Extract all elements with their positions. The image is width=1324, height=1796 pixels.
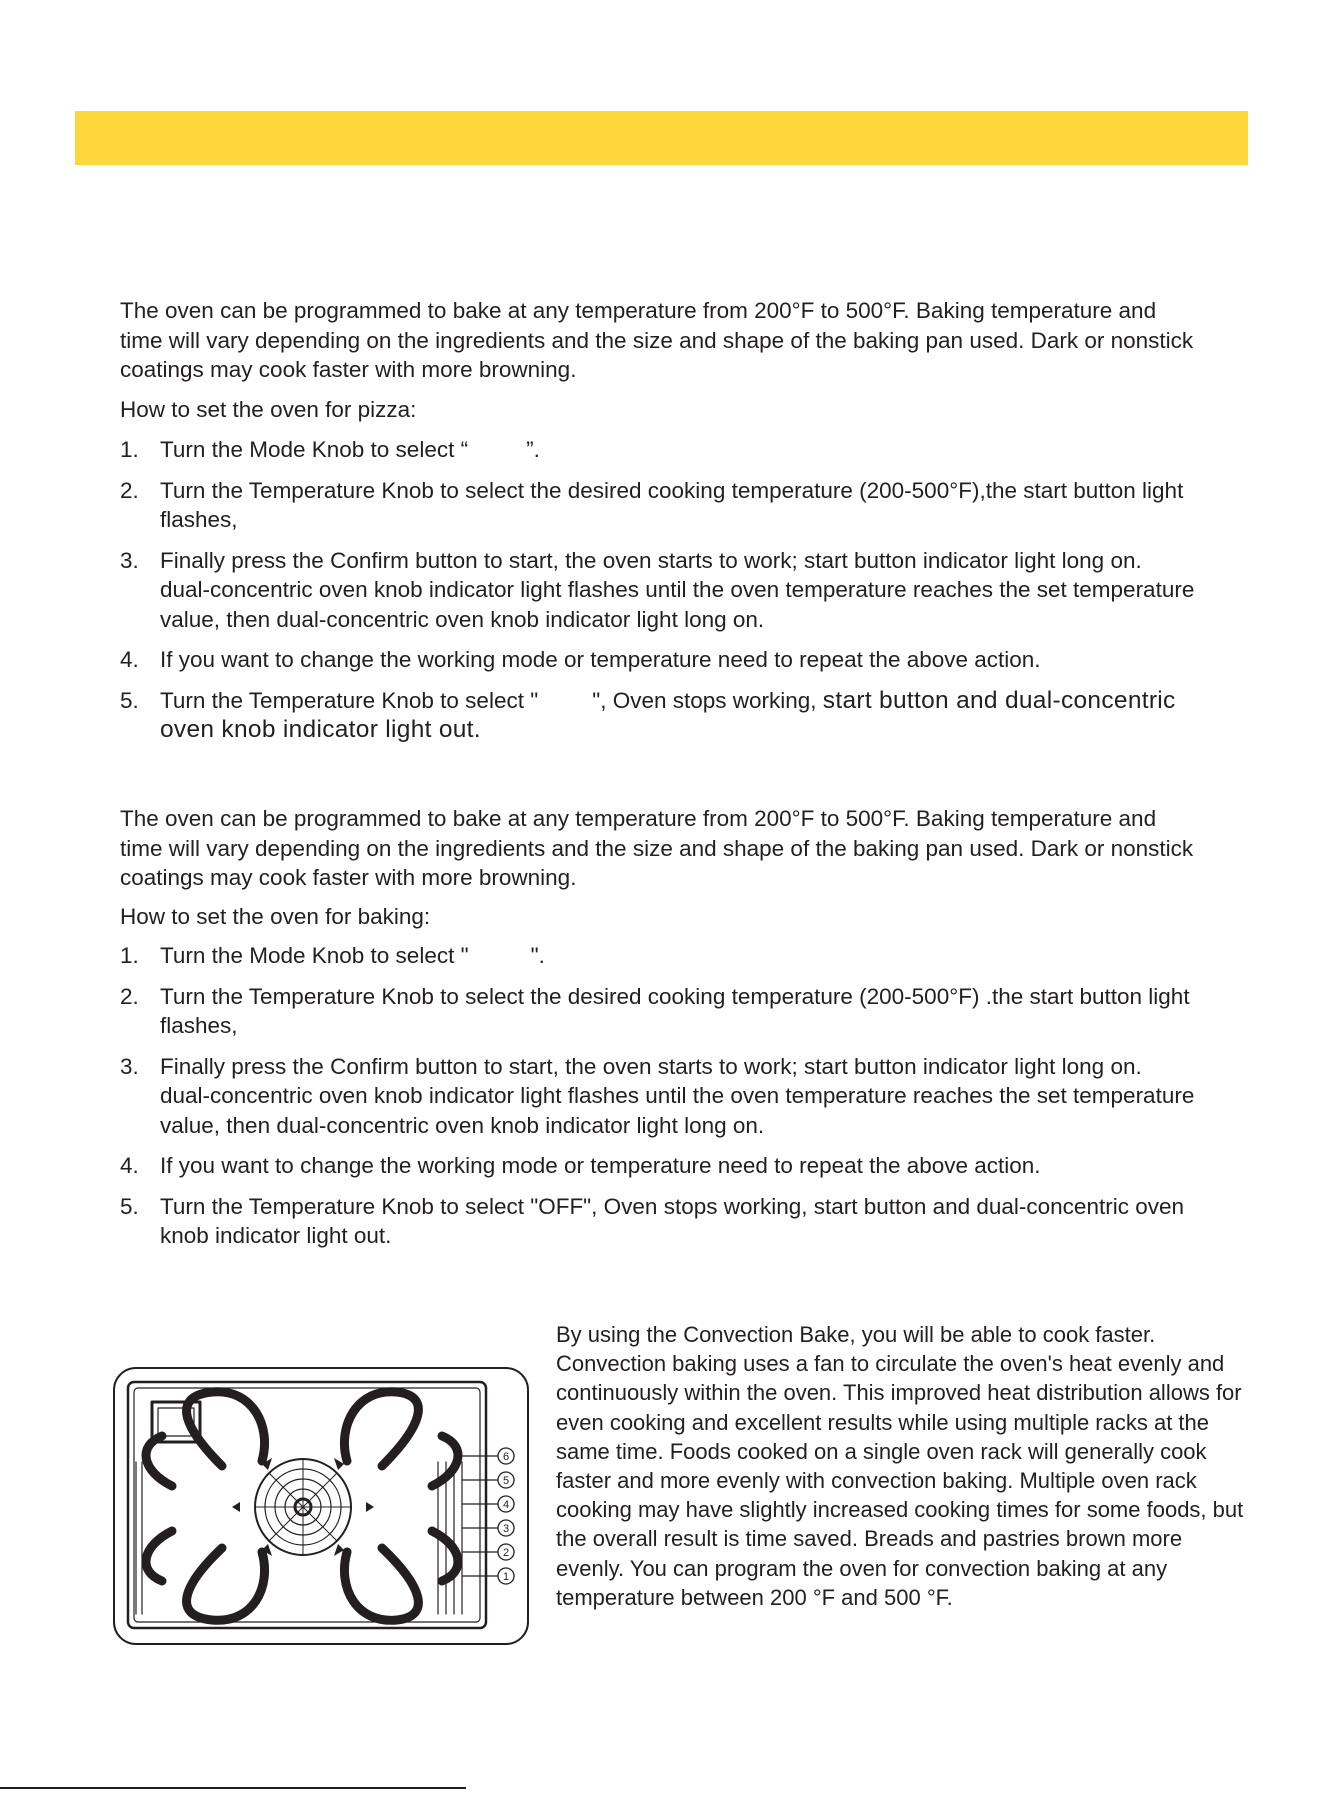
baking-section xyxy=(120,804,1195,1262)
footnote-rule xyxy=(0,1787,466,1789)
rack-label-5: 5 xyxy=(502,1475,510,1487)
pizza-steps xyxy=(120,435,1195,745)
rack-label-3: 3 xyxy=(502,1523,510,1535)
list-item: 1. Turn the Mode Knob to select " ". xyxy=(120,943,545,968)
list-item: 5. Turn the Temperature Knob to select " ", Oven stops working, start button and dual-concentric oven knob indicator light out. xyxy=(120,686,1176,743)
list-item: 2. Turn the Temperature Knob to select the desired cooking temperature (200-500°F) .the start button light flashes, xyxy=(120,983,1190,1038)
oven-convection-diagram xyxy=(112,1366,532,1648)
baking-lead: How to set the oven for baking: xyxy=(120,903,431,929)
list-item: 3. Finally press the Confirm button to start, the oven starts to work; start button indicator light long on. dual-concentric oven knob indicator light flashes until the oven temperature reaches the set temperature value, then dual-concentric oven knob indicator light long on. xyxy=(120,547,1195,632)
list-item: 3. Finally press the Confirm button to start, the oven starts to work; start button indicator light long on. dual-concentric oven knob indicator light flashes until the oven temperature reaches the set temperature value, then dual-concentric oven knob indicator light long on. xyxy=(120,1053,1195,1138)
list-item: 4. If you want to change the working mode or temperature need to repeat the above action. xyxy=(120,647,1041,672)
rack-label-circles xyxy=(498,1448,514,1584)
list-item: 1. Turn the Mode Knob to select “ ”. xyxy=(120,437,540,462)
rack-label-4: 4 xyxy=(502,1499,510,1511)
oven-cavity xyxy=(128,1382,486,1628)
baking-steps xyxy=(120,941,1195,1251)
rack-label-1: 1 xyxy=(502,1571,510,1583)
rack-label-2: 2 xyxy=(502,1547,510,1559)
pizza-section xyxy=(120,296,1195,756)
list-item: 5. Turn the Temperature Knob to select "OFF", Oven stops working, start button and dual-concentric oven knob indicator light out. xyxy=(120,1193,1184,1248)
pizza-intro: The oven can be programmed to bake at any temperature from 200°F to 500°F. Baking temperature and time will vary depending on the ingredients and the size and shape of the baking pan used. Dark or nonstick coatings may cook faster with more browning. xyxy=(120,298,1194,382)
rack-label-6: 6 xyxy=(502,1451,510,1463)
section-header-banner xyxy=(75,111,1248,165)
pizza-lead: How to set the oven for pizza: xyxy=(120,396,417,422)
baking-intro: The oven can be programmed to bake at any temperature from 200°F to 500°F. Baking temperature and time will vary depending on the ingredients and the size and shape of the baking pan used. Dark or nonstick coatings may cook faster with more browning. xyxy=(120,806,1194,890)
convection-description: By using the Convection Bake, you will be able to cook faster. Convection baking uses a fan to circulate the oven's heat evenly and continuously within the oven. This improved heat distribution allows for even cooking and excellent results while using multiple racks at the same time. Foods cooked on a single oven rack will generally cook faster and more evenly with convection baking. Multiple oven rack cooking may have slightly increased cooking times for some foods, but the overall result is time saved. Breads and pastries brown more evenly. You can program the oven for convection baking at any temperature between 200 °F and 500 °F. xyxy=(556,1322,1244,1610)
list-item: 4. If you want to change the working mode or temperature need to repeat the above action. xyxy=(120,1153,1041,1178)
list-item: 2. Turn the Temperature Knob to select the desired cooking temperature (200-500°F),the start button light flashes, xyxy=(120,477,1184,532)
